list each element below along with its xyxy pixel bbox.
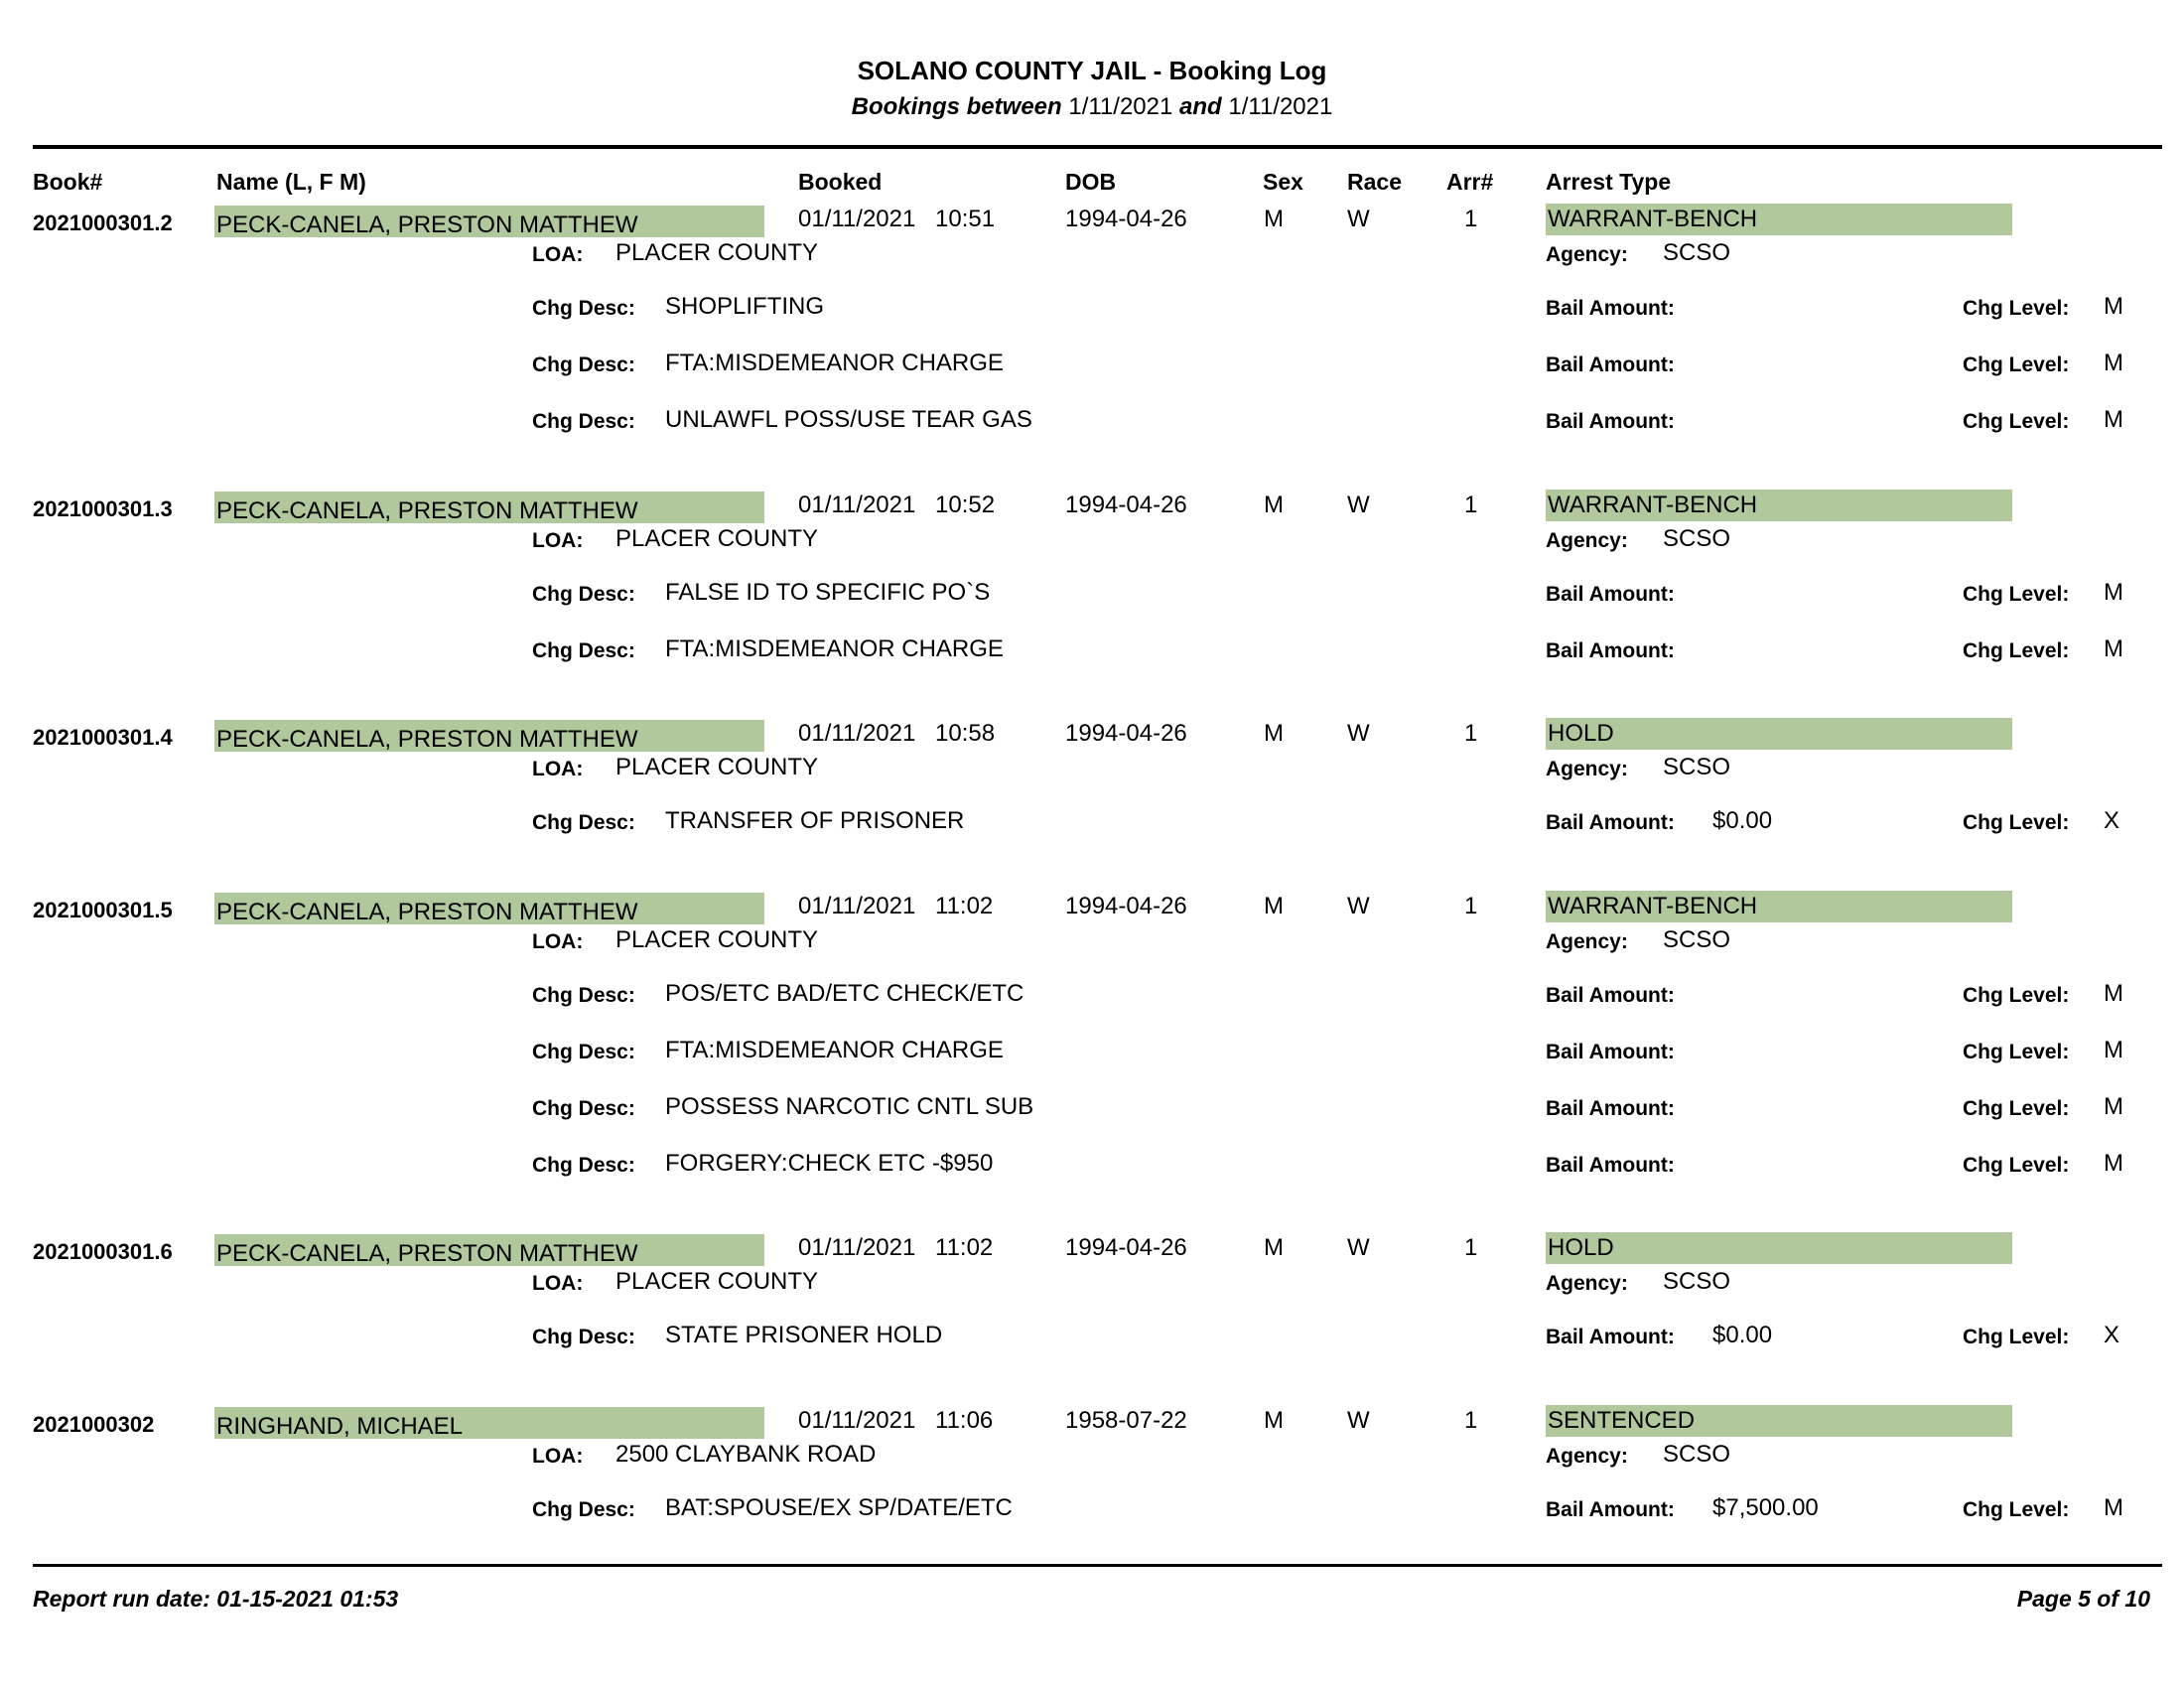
agency-value: SCSO (1663, 525, 1731, 552)
bail-amount-label: Bail Amount: (1546, 1154, 1675, 1177)
bail-amount-label: Bail Amount: (1546, 811, 1675, 834)
bail-amount-value: $0.00 (1712, 807, 1773, 834)
agency-label: Agency: (1546, 243, 1628, 266)
race: W (1347, 1407, 1370, 1434)
agency-label: Agency: (1546, 1272, 1628, 1295)
loa-label: LOA: (532, 930, 584, 953)
chg-desc-value: FTA:MISDEMEANOR CHARGE (665, 1037, 1004, 1063)
bail-amount-label: Bail Amount: (1546, 353, 1675, 376)
loa-label: LOA: (532, 529, 584, 552)
inmate-name: PECK-CANELA, PRESTON MATTHEW (214, 492, 764, 523)
bail-amount-value: $0.00 (1712, 1322, 1773, 1348)
bottom-divider (33, 1564, 2162, 1567)
chg-desc-value: SHOPLIFTING (665, 293, 825, 320)
col-header-book: Book# (33, 169, 103, 195)
loa-value: PLACER COUNTY (615, 525, 819, 552)
chg-level-label: Chg Level: (1963, 1498, 2070, 1521)
chg-desc-label: Chg Desc: (532, 639, 635, 662)
booked-time: 10:51 (935, 206, 996, 232)
chg-level-value: M (2104, 579, 2123, 606)
chg-level-label: Chg Level: (1963, 1041, 2070, 1063)
sex: M (1264, 720, 1284, 747)
booked-time: 10:58 (935, 720, 996, 747)
race: W (1347, 206, 1370, 232)
dob: 1994-04-26 (1065, 893, 1187, 919)
race: W (1347, 492, 1370, 518)
loa-label: LOA: (532, 1272, 584, 1295)
bail-amount-label: Bail Amount: (1546, 639, 1675, 662)
loa-value: PLACER COUNTY (615, 926, 819, 953)
col-header-arrest-type: Arrest Type (1546, 169, 1672, 195)
arrest-type: HOLD (1546, 718, 2012, 750)
start-date: 1/11/2021 (1068, 93, 1173, 120)
booked-date: 01/11/2021 (798, 720, 916, 747)
arrest-number: 1 (1464, 893, 1478, 919)
booked-time: 11:02 (935, 893, 994, 919)
chg-desc-value: FTA:MISDEMEANOR CHARGE (665, 635, 1004, 662)
arrest-type: WARRANT-BENCH (1546, 204, 2012, 235)
booked-date: 01/11/2021 (798, 893, 916, 919)
loa-value: 2500 CLAYBANK ROAD (615, 1441, 877, 1468)
chg-level-label: Chg Level: (1963, 1326, 2070, 1348)
chg-level-label: Chg Level: (1963, 639, 2070, 662)
booked-time: 10:52 (935, 492, 996, 518)
dob: 1994-04-26 (1065, 492, 1187, 518)
chg-desc-value: BAT:SPOUSE/EX SP/DATE/ETC (665, 1494, 1013, 1521)
charge-row (0, 1093, 2184, 1133)
chg-level-label: Chg Level: (1963, 984, 2070, 1007)
col-header-arr: Arr# (1446, 169, 1494, 195)
agency-value: SCSO (1663, 754, 1731, 780)
chg-desc-value: FORGERY:CHECK ETC -$950 (665, 1150, 994, 1177)
chg-desc-value: TRANSFER OF PRISONER (665, 807, 965, 834)
agency-value: SCSO (1663, 1268, 1731, 1295)
charge-row (0, 350, 2184, 389)
agency-label: Agency: (1546, 930, 1628, 953)
loa-value: PLACER COUNTY (615, 1268, 819, 1295)
charge-row (0, 579, 2184, 619)
bail-amount-label: Bail Amount: (1546, 1041, 1675, 1063)
charge-row (0, 635, 2184, 675)
agency-label: Agency: (1546, 758, 1628, 780)
dob: 1994-04-26 (1065, 720, 1187, 747)
chg-desc-value: UNLAWFL POSS/USE TEAR GAS (665, 406, 1032, 433)
chg-desc-label: Chg Desc: (532, 1097, 635, 1120)
arrest-number: 1 (1464, 492, 1478, 518)
bail-amount-label: Bail Amount: (1546, 1326, 1675, 1348)
chg-level-label: Chg Level: (1963, 410, 2070, 433)
booked-date: 01/11/2021 (798, 1407, 916, 1434)
chg-desc-label: Chg Desc: (532, 1498, 635, 1521)
sex: M (1264, 1234, 1284, 1261)
col-header-sex: Sex (1263, 169, 1303, 195)
race: W (1347, 893, 1370, 919)
charge-row (0, 807, 2184, 847)
book-number: 2021000301.4 (33, 725, 173, 750)
col-header-dob: DOB (1065, 169, 1117, 195)
loa-label: LOA: (532, 758, 584, 780)
booked-date: 01/11/2021 (798, 206, 916, 232)
sex: M (1264, 893, 1284, 919)
charge-row (0, 1150, 2184, 1190)
booked-time: 11:02 (935, 1234, 994, 1261)
dob: 1994-04-26 (1065, 206, 1187, 232)
chg-level-value: M (2104, 635, 2123, 662)
bail-amount-label: Bail Amount: (1546, 583, 1675, 606)
agency-label: Agency: (1546, 1445, 1628, 1468)
chg-level-value: X (2104, 807, 2120, 834)
book-number: 2021000301.2 (33, 211, 173, 235)
loa-value: PLACER COUNTY (615, 754, 819, 780)
book-number: 2021000301.3 (33, 496, 173, 521)
dob: 1994-04-26 (1065, 1234, 1187, 1261)
report-title: SOLANO COUNTY JAIL - Booking Log (857, 56, 1327, 85)
dob: 1958-07-22 (1065, 1407, 1187, 1434)
book-number: 2021000302 (33, 1412, 155, 1437)
chg-desc-label: Chg Desc: (532, 410, 635, 433)
col-header-booked: Booked (798, 169, 883, 195)
chg-level-value: M (2104, 1150, 2123, 1177)
charge-row (0, 293, 2184, 333)
arrest-type: WARRANT-BENCH (1546, 891, 2012, 922)
chg-level-value: M (2104, 406, 2123, 433)
inmate-name: RINGHAND, MICHAEL (214, 1407, 764, 1439)
loa-value: PLACER COUNTY (615, 239, 819, 266)
chg-desc-value: POS/ETC BAD/ETC CHECK/ETC (665, 980, 1024, 1007)
charge-row (0, 1494, 2184, 1534)
chg-level-label: Chg Level: (1963, 583, 2070, 606)
chg-level-label: Chg Level: (1963, 1097, 2070, 1120)
loa-label: LOA: (532, 243, 584, 266)
chg-level-value: M (2104, 1093, 2123, 1120)
book-number: 2021000301.6 (33, 1239, 173, 1264)
arrest-type: WARRANT-BENCH (1546, 490, 2012, 521)
chg-desc-label: Chg Desc: (532, 1326, 635, 1348)
loa-label: LOA: (532, 1445, 584, 1468)
inmate-name: PECK-CANELA, PRESTON MATTHEW (214, 893, 764, 924)
subtitle-and: and (1179, 93, 1222, 120)
race: W (1347, 720, 1370, 747)
col-header-name: Name (L, F M) (216, 169, 366, 195)
sex: M (1264, 206, 1284, 232)
charge-row (0, 980, 2184, 1020)
chg-desc-label: Chg Desc: (532, 1154, 635, 1177)
agency-label: Agency: (1546, 529, 1628, 552)
report-run-date: Report run date: 01-15-2021 01:53 (33, 1586, 399, 1612)
bail-amount-label: Bail Amount: (1546, 297, 1675, 320)
arrest-number: 1 (1464, 720, 1478, 747)
sex: M (1264, 1407, 1284, 1434)
charge-row (0, 406, 2184, 446)
agency-value: SCSO (1663, 239, 1731, 266)
chg-level-value: M (2104, 293, 2123, 320)
chg-desc-label: Chg Desc: (532, 583, 635, 606)
end-date: 1/11/2021 (1228, 93, 1333, 120)
agency-value: SCSO (1663, 926, 1731, 953)
chg-level-value: M (2104, 1494, 2123, 1521)
chg-desc-value: POSSESS NARCOTIC CNTL SUB (665, 1093, 1034, 1120)
inmate-name: PECK-CANELA, PRESTON MATTHEW (214, 1234, 764, 1266)
arrest-type: SENTENCED (1546, 1405, 2012, 1437)
chg-desc-value: FTA:MISDEMEANOR CHARGE (665, 350, 1004, 376)
chg-level-label: Chg Level: (1963, 1154, 2070, 1177)
chg-level-label: Chg Level: (1963, 297, 2070, 320)
inmate-name: PECK-CANELA, PRESTON MATTHEW (214, 720, 764, 752)
arrest-number: 1 (1464, 1407, 1478, 1434)
booked-time: 11:06 (935, 1407, 994, 1434)
arrest-type: HOLD (1546, 1232, 2012, 1264)
col-header-race: Race (1347, 169, 1402, 195)
chg-desc-label: Chg Desc: (532, 811, 635, 834)
arrest-number: 1 (1464, 1234, 1478, 1261)
chg-level-value: M (2104, 980, 2123, 1007)
booked-date: 01/11/2021 (798, 492, 916, 518)
bail-amount-label: Bail Amount: (1546, 410, 1675, 433)
chg-desc-label: Chg Desc: (532, 1041, 635, 1063)
arrest-number: 1 (1464, 206, 1478, 232)
chg-level-label: Chg Level: (1963, 353, 2070, 376)
race: W (1347, 1234, 1370, 1261)
sex: M (1264, 492, 1284, 518)
chg-level-label: Chg Level: (1963, 811, 2070, 834)
bail-amount-value: $7,500.00 (1712, 1494, 1819, 1521)
chg-desc-label: Chg Desc: (532, 353, 635, 376)
chg-desc-value: STATE PRISONER HOLD (665, 1322, 943, 1348)
charge-row (0, 1037, 2184, 1076)
chg-desc-label: Chg Desc: (532, 297, 635, 320)
charge-row (0, 1322, 2184, 1361)
subtitle-prefix: Bookings between (851, 93, 1062, 120)
booked-date: 01/11/2021 (798, 1234, 916, 1261)
chg-level-value: M (2104, 350, 2123, 376)
chg-desc-value: FALSE ID TO SPECIFIC PO`S (665, 579, 991, 606)
book-number: 2021000301.5 (33, 898, 173, 922)
bail-amount-label: Bail Amount: (1546, 1498, 1675, 1521)
inmate-name: PECK-CANELA, PRESTON MATTHEW (214, 206, 764, 237)
bail-amount-label: Bail Amount: (1546, 1097, 1675, 1120)
agency-value: SCSO (1663, 1441, 1731, 1468)
chg-desc-label: Chg Desc: (532, 984, 635, 1007)
page-number: Page 5 of 10 (2016, 1586, 2150, 1612)
chg-level-value: X (2104, 1322, 2120, 1348)
chg-level-value: M (2104, 1037, 2123, 1063)
bail-amount-label: Bail Amount: (1546, 984, 1675, 1007)
